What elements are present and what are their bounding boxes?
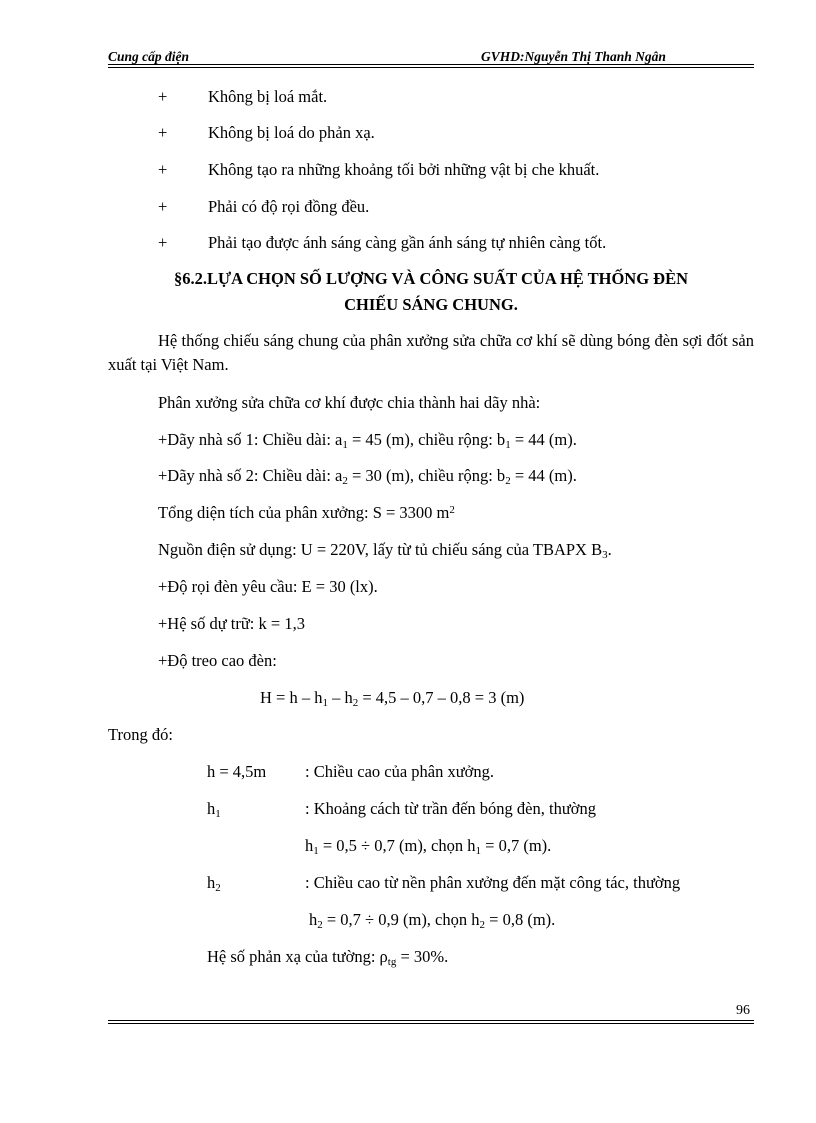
header-rule-2 [108, 67, 754, 68]
wall-reflectance: Hệ số phản xạ của tường: $\rho_{tg} = 30\%$. [207, 947, 449, 968]
def-h1-symbol: $h_1$ [207, 799, 221, 820]
intro-paragraph: Hệ thống chiếu sáng chung của phân xưởng sửa chữa cơ khí sẽ dùng bóng đèn sợi đốt sản xuất tại Việt Nam. [108, 331, 754, 374]
reserve-factor: +Hệ số dự trữ: k = 1,3 [158, 614, 305, 633]
footer-rule-2 [108, 1023, 754, 1024]
bullet-symbol: + [158, 233, 168, 252]
bullet-symbol: + [158, 123, 168, 142]
hang-height-label: +Độ treo cao đèn: [158, 651, 277, 670]
def-h2-desc: : Chiều cao từ nền phân xưởng đến mặt công tác, thường [305, 873, 681, 892]
def-h1-range: $h_1 = 0,5 \div 0,7$ (m), chọn $h_1 = 0,7$ (m). [305, 836, 552, 857]
bullet-text: Phải tạo được ánh sáng càng gần ánh sáng tự nhiên càng tốt. [208, 233, 607, 252]
height-formula: $H = h - h_1 - h_2 = 4,5 - 0,7 - 0,8 = 3$ (m) [260, 688, 525, 709]
bullet-symbol: + [158, 160, 168, 179]
section-title-line2: CHIẾU SÁNG CHUNG. [344, 295, 518, 314]
header-right: GVHD:Nguyễn Thị Thanh Ngân [481, 49, 666, 64]
where-label: Trong đó: [108, 725, 173, 744]
bullet-text: Không bị loá mắt. [208, 87, 328, 106]
row2-dims: +Dãy nhà số 2: Chiều dài: $a_2 = 30$ (m), chiều rộng: $b_2 = 44$ (m). [158, 466, 577, 487]
bullet-symbol: + [158, 197, 168, 216]
bullet-text: Không bị loá do phản xạ. [208, 123, 375, 142]
def-h1-desc: : Khoảng cách từ trần đến bóng đèn, thường [305, 799, 596, 818]
power-source: Nguồn điện sử dụng: U = 220V, lấy từ tủ chiếu sáng của TBAPX $B_3$. [158, 540, 612, 561]
footer-rule [108, 1020, 754, 1021]
header-left: Cung cấp điện [108, 49, 190, 64]
bullet-text: Không tạo ra những khoảng tối bởi những vật bị che khuất. [208, 160, 600, 179]
def-h2-range: $h_2 = 0,7 \div 0,9$ (m), chọn $h_2 = 0,8$ (m). [309, 910, 556, 931]
def-h-desc: : Chiều cao của phân xưởng. [305, 762, 495, 781]
header-rule [108, 64, 754, 65]
bullet-symbol: + [158, 87, 168, 106]
section-title-line1: §6.2.LỰA CHỌN SỐ LƯỢNG VÀ CÔNG SUẤT CỦA HỆ THỐNG ĐÈN [173, 269, 688, 288]
row1-dims: +Dãy nhà số 1: Chiều dài: $a_1 = 45$ (m), chiều rộng: $b_1 = 44$ (m). [158, 430, 577, 451]
divide-line: Phân xưởng sửa chữa cơ khí được chia thành hai dãy nhà: [158, 393, 541, 412]
bullet-text: Phải có độ rọi đồng đều. [208, 197, 370, 216]
def-h-symbol: h = 4,5m [207, 762, 267, 781]
total-area: Tổng diện tích của phân xưởng: S = 3300 $m^2$ [158, 503, 455, 522]
required-illuminance: +Độ rọi đèn yêu cầu: E = 30 (lx). [158, 577, 378, 596]
def-h2-symbol: $h_2$ [207, 873, 221, 894]
page-number: 96 [736, 1003, 750, 1018]
